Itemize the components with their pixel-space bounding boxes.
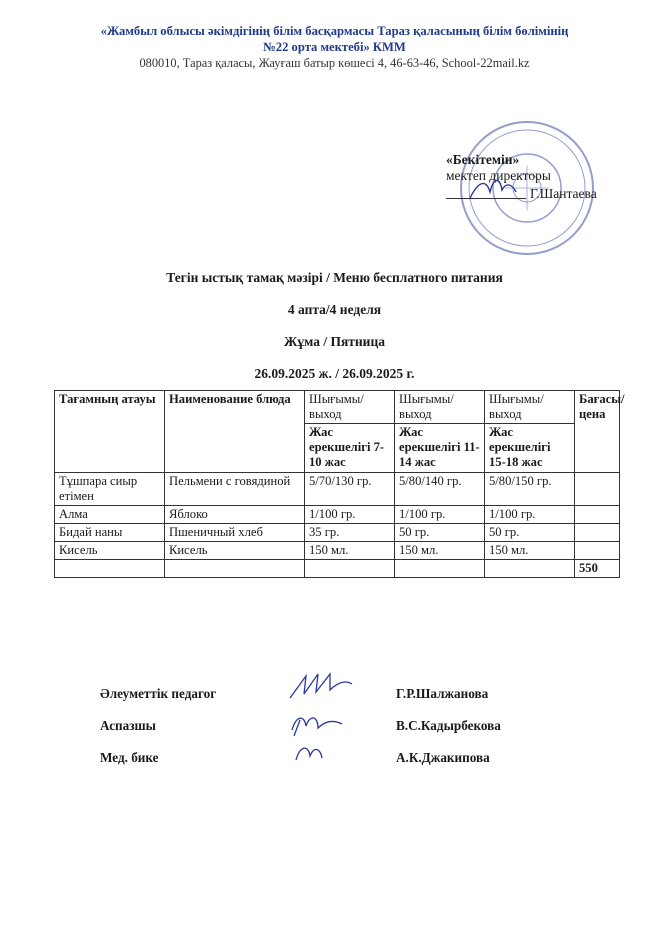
cell-price [575, 541, 620, 559]
signature-role: Аспазшы [100, 718, 156, 733]
cell-output-1: 5/70/130 гр. [305, 472, 395, 505]
cell-empty [55, 560, 165, 578]
header-dish-ru: Наименование блюда [165, 391, 305, 473]
cell-dish-ru: Пельмени с говядиной [165, 472, 305, 505]
cell-price [575, 505, 620, 523]
signature-name: А.К.Джакипова [396, 750, 490, 765]
cell-dish-ru: Пшеничный хлеб [165, 523, 305, 541]
cell-dish-ru: Яблоко [165, 505, 305, 523]
signature-role: Әлеуметтік педагог [100, 686, 217, 701]
cell-output-2: 1/100 гр. [395, 505, 485, 523]
signature-role: Мед. бике [100, 750, 159, 765]
header-output-2: Шығымы/ выход [395, 391, 485, 424]
table-total-row [55, 560, 620, 578]
cell-dish-ru: Кисель [165, 541, 305, 559]
menu-table [54, 390, 625, 578]
cell-price [575, 523, 620, 541]
cell-empty [485, 560, 575, 578]
cell-output-3: 150 мл. [485, 541, 575, 559]
cell-empty [165, 560, 305, 578]
cell-dish-kz: Алма [55, 505, 165, 523]
cell-output-3: 1/100 гр. [485, 505, 575, 523]
cell-price [575, 472, 620, 505]
signature-name: Г.Р.Шалжанова [396, 686, 489, 701]
cell-empty [305, 560, 395, 578]
org-name-line1: «Жамбыл облысы әкімдігінің білім басқармасы Тараз қаласының білім бөлімінің [100, 24, 569, 38]
header-price: Бағасы/ цена [575, 391, 620, 473]
week-label: 4 апта/4 неделя [287, 302, 382, 317]
cell-output-1: 35 гр. [305, 523, 395, 541]
date-label: 26.09.2025 ж. / 26.09.2025 г. [254, 366, 415, 381]
approval-role: мектеп директоры [446, 168, 551, 183]
org-address: 080010, Тараз қаласы, Жауғаш батыр көшесі 4, 46-63-46, School-22mail.kz [139, 56, 530, 70]
approval-name: Г.Шантаева [530, 186, 597, 201]
table-row [55, 505, 620, 523]
cell-dish-kz: Бидай наны [55, 523, 165, 541]
cell-output-2: 5/80/140 гр. [395, 472, 485, 505]
cell-output-2: 50 гр. [395, 523, 485, 541]
approval-signature-line [446, 198, 526, 199]
header-output-3: Шығымы/ выход [485, 391, 575, 424]
cell-output-3: 50 гр. [485, 523, 575, 541]
table-row [55, 523, 620, 541]
table-row [55, 472, 620, 505]
signature-name: В.С.Кадырбекова [396, 718, 501, 733]
org-name-line2: №22 орта мектебі» КММ [263, 40, 406, 54]
cell-dish-kz: Кисель [55, 541, 165, 559]
table-row [55, 541, 620, 559]
header-output-1: Шығымы/ выход [305, 391, 395, 424]
cell-output-1: 150 мл. [305, 541, 395, 559]
table-header-row [55, 391, 620, 424]
menu-title: Тегін ыстық тамақ мәзірі / Меню бесплатного питания [166, 270, 503, 285]
cell-output-3: 5/80/150 гр. [485, 472, 575, 505]
header-dish-kz: Тағамның атауы [55, 391, 165, 473]
total-price: 550 [575, 560, 620, 578]
cell-output-1: 1/100 гр. [305, 505, 395, 523]
cell-dish-kz: Тұшпара сиыр етімен [55, 472, 165, 505]
cell-output-2: 150 мл. [395, 541, 485, 559]
day-label: Жұма / Пятница [284, 334, 385, 349]
header-age-2: Жас ерекшелігі 11-14 жас [395, 424, 485, 472]
cell-empty [395, 560, 485, 578]
header-age-3: Жас ерекшелігі 15-18 жас [485, 424, 575, 472]
approval-title: «Бекітемін» [446, 152, 520, 167]
header-age-1: Жас ерекшелігі 7-10 жас [305, 424, 395, 472]
